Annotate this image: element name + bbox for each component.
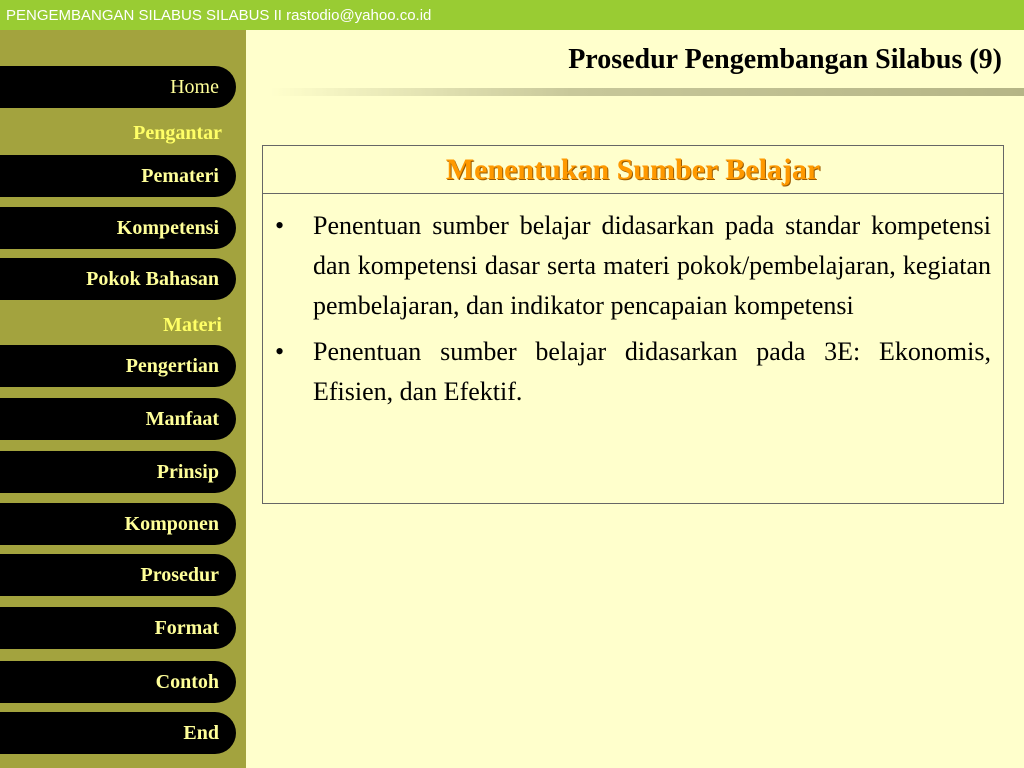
box-heading: Menentukan Sumber Belajar bbox=[263, 146, 1003, 194]
bullet-list bbox=[263, 194, 1003, 412]
nav-contoh-button[interactable]: Contoh bbox=[0, 661, 236, 703]
nav-pemateri-button[interactable]: Pemateri bbox=[0, 155, 236, 197]
list-item bbox=[263, 206, 991, 326]
bullet-icon: • bbox=[275, 211, 285, 240]
sidebar bbox=[0, 30, 246, 768]
nav-pengertian-button[interactable]: Pengertian bbox=[0, 345, 236, 387]
section-label-materi: Materi bbox=[163, 314, 222, 336]
nav-prosedur-button[interactable]: Prosedur bbox=[0, 554, 236, 596]
nav-home-button[interactable]: Home bbox=[0, 66, 236, 108]
nav-komponen-button[interactable]: Komponen bbox=[0, 503, 236, 545]
section-label-pengantar: Pengantar bbox=[133, 122, 222, 144]
header-text: PENGEMBANGAN SILABUS SILABUS II rastodio@yahoo.co.id bbox=[6, 7, 432, 24]
bullet-icon: • bbox=[275, 337, 285, 366]
page-title: Prosedur Pengembangan Silabus (9) bbox=[568, 44, 1002, 75]
content-box bbox=[262, 145, 1004, 504]
nav-pokok-bahasan-button[interactable]: Pokok Bahasan bbox=[0, 258, 236, 300]
title-divider bbox=[270, 88, 1024, 96]
list-item-text: Penentuan sumber belajar didasarkan pada 3E: Ekonomis, Efisien, dan Efektif. bbox=[313, 337, 991, 406]
nav-end-button[interactable]: End bbox=[0, 712, 236, 754]
list-item-text: Penentuan sumber belajar didasarkan pada standar kompetensi dan kompetensi dasar serta materi pokok/pembelajaran, kegiatan pembelajaran, dan indikator pencapaian kompetensi bbox=[313, 211, 991, 320]
list-item bbox=[263, 332, 991, 412]
nav-manfaat-button[interactable]: Manfaat bbox=[0, 398, 236, 440]
header-bar bbox=[0, 0, 1024, 30]
nav-prinsip-button[interactable]: Prinsip bbox=[0, 451, 236, 493]
nav-kompetensi-button[interactable]: Kompetensi bbox=[0, 207, 236, 249]
nav-format-button[interactable]: Format bbox=[0, 607, 236, 649]
